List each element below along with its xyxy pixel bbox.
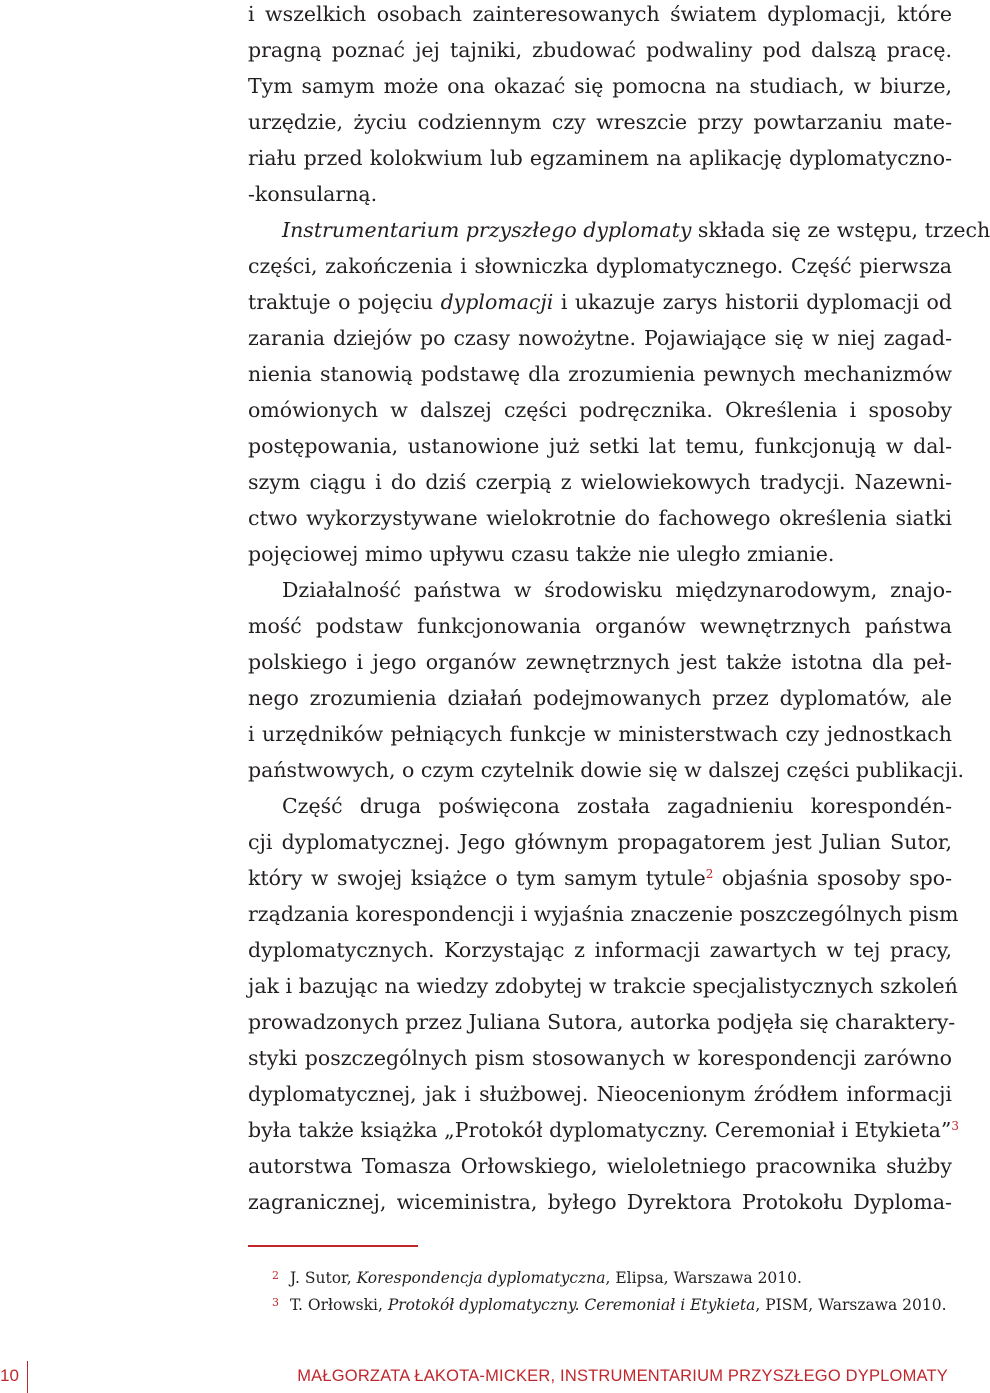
footnote-separator	[248, 1245, 418, 1247]
footnote-details: , Elipsa, Warszawa 2010.	[605, 1269, 802, 1287]
body-line: omówionych w dalszej części podręcznika. Określenia i sposoby	[248, 398, 952, 422]
body-line: rządzania korespondencji i wyjaśnia znaczenie poszczególnych pism	[248, 902, 959, 926]
footnote-number: 2	[272, 1269, 279, 1282]
body-line: autorstwa Tomasza Orłowskiego, wieloletniego pracownika służby	[248, 1154, 952, 1178]
body-text: i ukazuje zarys historii dyplomacji od	[553, 290, 952, 314]
footnote-title: Korespondencja dyplomatyczna	[356, 1269, 606, 1287]
body-line: i urzędników pełniących funkcje w ministerstwach czy jednostkach	[248, 722, 952, 746]
body-line	[248, 864, 952, 892]
body-line: Część druga poświęcona została zagadnieniu korespondén-	[282, 794, 952, 818]
body-line: Tym samym może ona okazać się pomocna na studiach, w biurze,	[248, 74, 952, 98]
footnote	[248, 1295, 947, 1315]
page-number-divider	[27, 1361, 28, 1393]
body-line: dyplomatycznej, jak i służbowej. Nieocenionym źródłem informacji	[248, 1082, 952, 1106]
body-line: postępowania, ustanowione już setki lat temu, funkcjonują w dal-	[248, 434, 952, 458]
page-number: 10	[0, 1366, 19, 1385]
body-line: urzędzie, życiu codziennym czy wreszcie przy powtarzaniu mate-	[248, 110, 952, 134]
footnote-details: , PISM, Warszawa 2010.	[755, 1296, 947, 1314]
footnote-number: 3	[272, 1296, 279, 1309]
footnote-author: J. Sutor,	[290, 1269, 357, 1287]
body-line: -konsularną.	[248, 182, 378, 206]
body-line: Działalność państwa w środowisku międzynarodowym, znajo-	[282, 578, 952, 602]
body-line: jak i bazując na wiedzy zdobytej w trakcie specjalistycznych szkoleń	[248, 974, 958, 998]
body-line	[282, 216, 990, 244]
footnote-author: T. Orłowski,	[290, 1296, 388, 1314]
body-text: była także książka „Protokół dyplomatyczny. Ceremoniał i Etykieta”	[248, 1118, 952, 1142]
footnote-title: Protokół dyplomatyczny. Ceremoniał i Etykieta	[387, 1296, 756, 1314]
body-line: części, zakończenia i słowniczka dyplomatycznego. Część pierwsza	[248, 254, 952, 278]
footnote-reference[interactable]: 3	[951, 1119, 959, 1133]
body-text: traktuje o pojęciu	[248, 290, 441, 314]
footnote	[248, 1268, 802, 1288]
body-line: mość podstaw funkcjonowania organów wewnętrznych państwa	[248, 614, 952, 638]
footnote-reference[interactable]: 2	[705, 867, 714, 881]
book-title: Instrumentarium przyszłego dyplomaty	[282, 218, 692, 242]
emphasis: dyplomacji	[440, 290, 554, 314]
body-text: który w swojej książce o tym samym tytule	[248, 866, 706, 890]
body-text: składa się ze wstępu, trzech	[691, 218, 990, 242]
body-line	[248, 288, 952, 316]
body-line: prowadzonych przez Juliana Sutora, autorka podjęła się charaktery-	[248, 1010, 956, 1034]
body-line: styki poszczególnych pism stosowanych w korespondencji zarówno	[248, 1046, 952, 1070]
body-line: i wszelkich osobach zainteresowanych światem dyplomacji, które	[248, 2, 952, 26]
body-line: państwowych, o czym czytelnik dowie się w dalszej części publikacji.	[248, 758, 965, 782]
body-line: cji dyplomatycznej. Jego głównym propagatorem jest Julian Sutor,	[248, 830, 952, 854]
body-text: objaśnia sposoby spo-	[713, 866, 952, 890]
body-line: pragną poznać jej tajniki, zbudować podwaliny pod dalszą pracę.	[248, 38, 952, 62]
body-line: zagranicznej, wiceministra, byłego Dyrektora Protokołu Dyploma-	[248, 1190, 952, 1214]
body-line	[248, 1116, 959, 1144]
body-line: nienia stanowią podstawę dla zrozumienia pewnych mechanizmów	[248, 362, 952, 386]
body-line: zarania dziejów po czasy nowożytne. Pojawiające się w niej zagad-	[248, 326, 952, 350]
body-line: polskiego i jego organów zewnętrznych jest także istotna dla peł-	[248, 650, 952, 674]
body-line: pojęciowej mimo upływu czasu także nie uległo zmianie.	[248, 542, 835, 566]
body-line: ctwo wykorzystywane wielokrotnie do fachowego określenia siatki	[248, 506, 952, 530]
body-line: szym ciągu i do dziś czerpią z wielowiekowych tradycji. Nazewni-	[248, 470, 952, 494]
running-footer: MAŁGORZATA ŁAKOTA-MICKER, INSTRUMENTARIUM PRZYSZŁEGO DYPLOMATY	[297, 1367, 948, 1385]
body-line: nego zrozumienia działań podejmowanych przez dyplomatów, ale	[248, 686, 952, 710]
body-line: dyplomatycznych. Korzystając z informacji zawartych w tej pracy,	[248, 938, 952, 962]
body-line: riału przed kolokwium lub egzaminem na aplikację dyplomatyczno-	[248, 146, 952, 170]
